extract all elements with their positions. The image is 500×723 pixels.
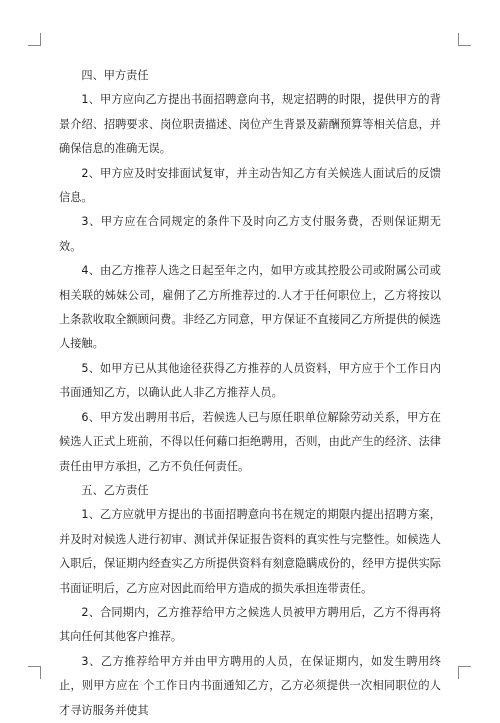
paragraph-a2: 2、甲方应及时安排面试复审，并主动告知乙方有关候选人面试后的反馈信息。 [59,166,441,205]
paragraph-b3: 3、乙方推荐给甲方并由甲方聘用的人员，在保证期内，如发生聘用终止，则甲方应在 个工作日内书面通知乙方，乙方必须提供一次相同职位的人才寻访服务并使其 [59,654,441,717]
paragraph-b1: 1、乙方应就甲方提出的书面招聘意向书在规定的期限内提出招聘方案，并及时对候选人进行初审、测试并保证报告资料的真实性与完整性。如候选人入职后，保证期内经查实乙方所提供资料有刻意隐瞒成份的，经甲方提供实际书面证明后，乙方应对因此而给甲方造成的损失承担连带责任。 [59,508,441,595]
crop-mark-bottom-right [458,666,471,679]
document-body [59,64,441,723]
crop-mark-top-left [28,33,41,46]
paragraph-b2: 2、合同期内，乙方推荐给甲方之候选人员被甲方聘用后，乙方不得再将其向任何其他客户推荐。 [59,605,441,644]
crop-mark-bottom-left [28,666,41,679]
section-heading-party-a: 四、甲方责任 [81,69,149,82]
paragraph-a5: 5、如甲方已从其他途径获得乙方推荐的人员资料，甲方应于个工作日内书面通知乙方，以确认此人非乙方推荐人员。 [59,361,441,400]
paragraph-a3: 3、甲方应在合同规定的条件下及时向乙方支付服务费，否则保证期无效。 [59,215,441,253]
paragraph-a6: 6、甲方发出聘用书后，若候选人已与原任职单位解除劳动关系，甲方在候选人正式上班前，不得以任何藉口拒绝聘用，否则，由此产生的经济、法律责任由甲方承担，乙方不负任何责任。 [59,410,441,473]
paragraph-a4: 4、由乙方推荐人选之日起至年之内，如甲方或其控股公司或附属公司或相关联的姊妹公司，雇佣了乙方所推荐过的.人才于任何职位上，乙方将按以上条款收取全额顾问费。非经乙方同意，甲方保证不直接同乙方所提供的候选人接触。 [59,264,441,351]
section-heading-party-b: 五、乙方责任 [81,483,149,497]
paragraph-a1: 1、甲方应向乙方提出书面招聘意向书，规定招聘的时限，提供甲方的背景介绍、招聘要求、岗位职责描述、岗位产生背景及薪酬预算等相关信息，并确保信息的准确无误。 [59,93,441,156]
crop-mark-top-right [458,33,471,46]
